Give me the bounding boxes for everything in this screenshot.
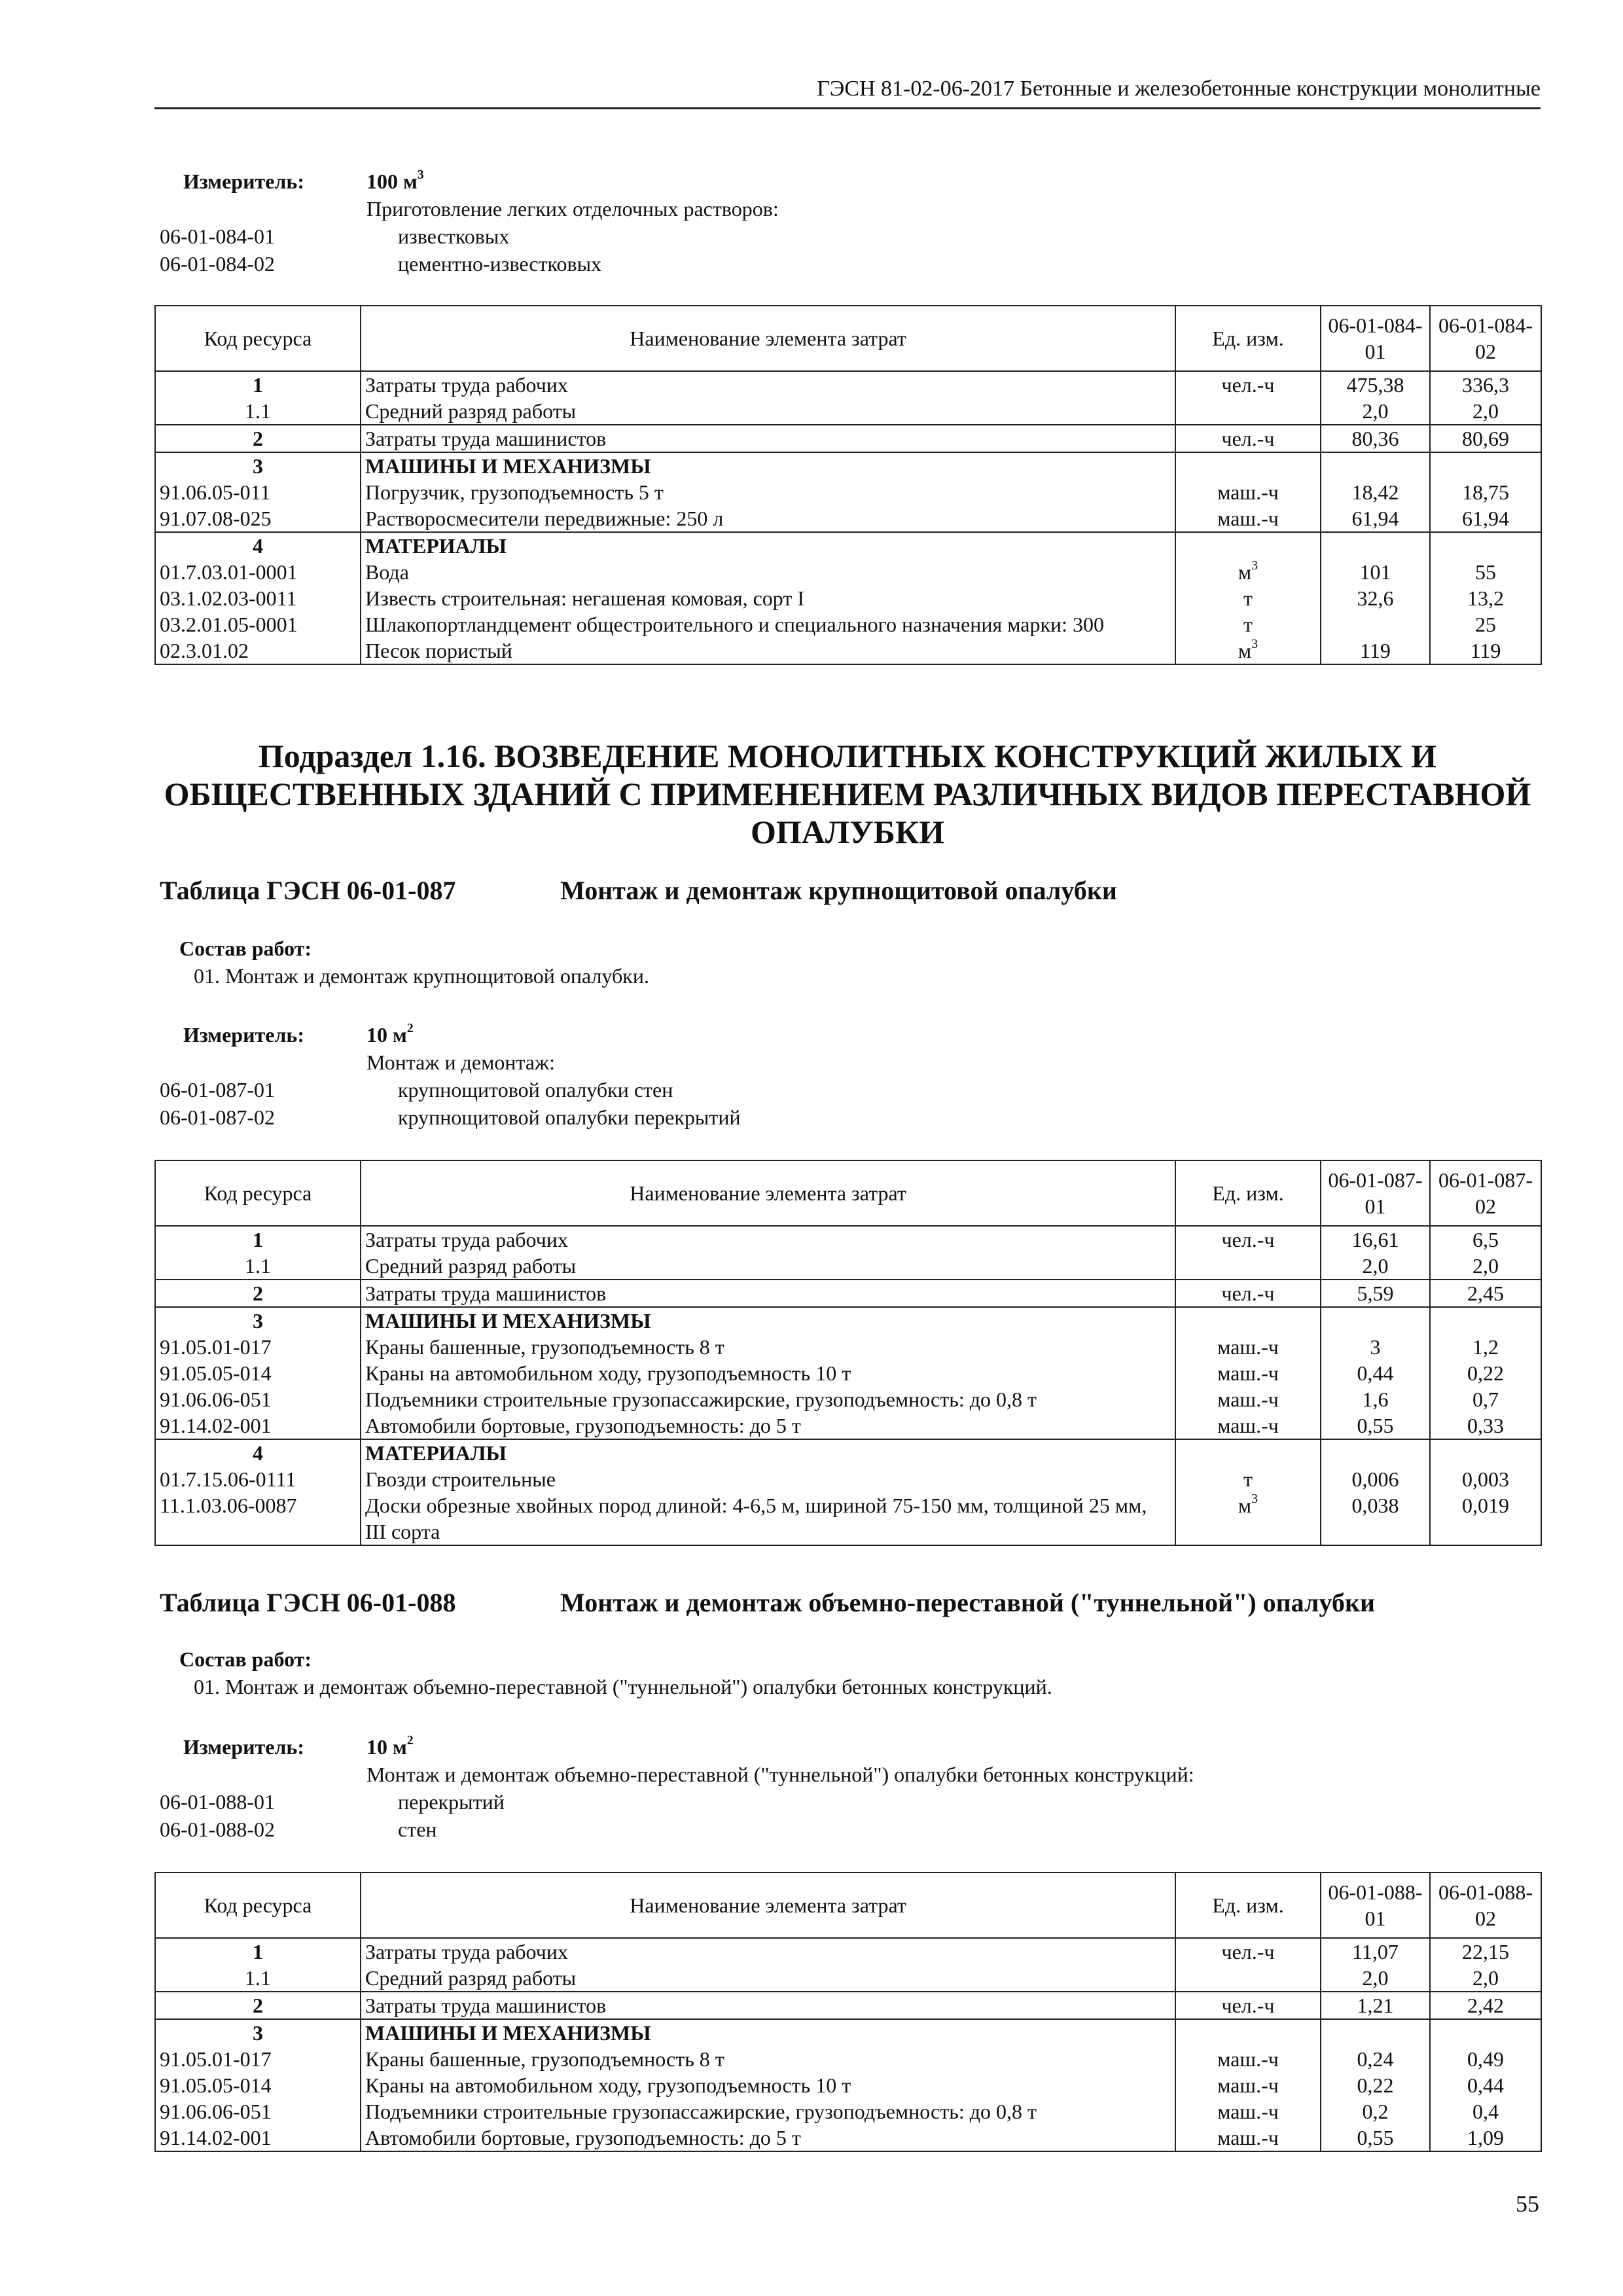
cell-name: Краны на автомобильном ходу, грузоподъемность 10 т [361, 2072, 1175, 2098]
cell-value-1: 11,07 [1321, 1938, 1430, 1965]
item-text: известковых [398, 224, 510, 248]
cell-code: 1 [155, 371, 361, 398]
cell-value-1: 2,0 [1321, 1253, 1430, 1280]
cell-value-2: 13,2 [1430, 585, 1541, 611]
header-unit: Ед. изм. [1175, 1873, 1321, 1938]
cell-value-1: 61,94 [1321, 505, 1430, 532]
cell-value-2 [1430, 1439, 1541, 1466]
cell-code: 01.7.03.01-0001 [155, 559, 361, 585]
cell-code: 1 [155, 1938, 361, 1965]
cell-value-2: 1,2 [1430, 1334, 1541, 1360]
cell-name: МАШИНЫ И МЕХАНИЗМЫ [361, 2019, 1175, 2046]
header-code: Код ресурса [155, 306, 361, 371]
table-row [155, 2019, 1541, 2046]
table-row [155, 1439, 1541, 1466]
cell-value-1 [1321, 1307, 1430, 1334]
table-row [155, 1412, 1541, 1439]
cell-value-1: 101 [1321, 559, 1430, 585]
table-row [155, 1280, 1541, 1307]
cell-name: Затраты труда машинистов [361, 1992, 1175, 2019]
cell-value-1: 3 [1321, 1334, 1430, 1360]
header-col1: 06-01-087-01 [1321, 1160, 1430, 1226]
cell-unit: чел.-ч [1175, 1938, 1321, 1965]
table-number: Таблица ГЭСН 06-01-087 [160, 876, 456, 905]
cell-value-2: 0,49 [1430, 2046, 1541, 2072]
table-row [155, 2072, 1541, 2098]
cell-value-2: 1,09 [1430, 2125, 1541, 2151]
header-col1: 06-01-084-01 [1321, 306, 1430, 371]
measure-label: Измеритель: [183, 170, 304, 193]
cell-code: 91.07.08-025 [155, 505, 361, 532]
cell-name: Затраты труда рабочих [361, 1938, 1175, 1965]
cell-value-2: 6,5 [1430, 1226, 1541, 1253]
cell-unit [1175, 452, 1321, 479]
cell-value-2: 2,45 [1430, 1280, 1541, 1307]
measure-value: 10 $м^2$ [366, 1733, 414, 1759]
cell-unit: $м^3$ [1175, 559, 1321, 585]
cell-value-1: 80,36 [1321, 425, 1430, 452]
item-code: 06-01-087-02 [160, 1105, 275, 1129]
table-row [155, 532, 1541, 559]
cell-name: Средний разряд работы [361, 1965, 1175, 1992]
header-unit: Ед. изм. [1175, 306, 1321, 371]
item-code: 06-01-084-02 [160, 252, 275, 276]
cell-value-2: 18,75 [1430, 479, 1541, 505]
cell-name: МАШИНЫ И МЕХАНИЗМЫ [361, 452, 1175, 479]
cell-unit: $м^3$ [1175, 1492, 1321, 1545]
measure-caption: Монтаж и демонтаж объемно-переставной ("туннельной") опалубки бетонных конструкций: [366, 1763, 1194, 1786]
cell-unit: маш.-ч [1175, 1334, 1321, 1360]
table-row [155, 637, 1541, 664]
works-block [179, 1645, 1488, 1700]
cell-value-2: 0,33 [1430, 1412, 1541, 1439]
cell-unit: чел.-ч [1175, 425, 1321, 452]
cell-value-1: 0,22 [1321, 2072, 1430, 2098]
cell-value-1: 5,59 [1321, 1280, 1430, 1307]
cell-name: Средний разряд работы [361, 398, 1175, 425]
cell-code: 91.05.01-017 [155, 2046, 361, 2072]
header-code: Код ресурса [155, 1160, 361, 1226]
cell-unit: маш.-ч [1175, 2125, 1321, 2151]
cell-code: 03.1.02.03-0011 [155, 585, 361, 611]
cell-value-2: 55 [1430, 559, 1541, 585]
works-label: Состав работ: [179, 937, 312, 960]
cell-unit [1175, 2019, 1321, 2046]
cell-name: МАТЕРИАЛЫ [361, 532, 1175, 559]
cell-name: Краны башенные, грузоподъемность 8 т [361, 2046, 1175, 2072]
item-text: цементно-известковых [398, 252, 602, 276]
table-row [155, 1386, 1541, 1412]
header-name: Наименование элемента затрат [361, 1873, 1175, 1938]
cell-name: Краны на автомобильном ходу, грузоподъемность 10 т [361, 1360, 1175, 1386]
item-text: крупнощитовой опалубки стен [398, 1078, 673, 1102]
cell-value-2: 2,0 [1430, 1253, 1541, 1280]
cell-value-2 [1430, 532, 1541, 559]
item-text: крупнощитовой опалубки перекрытий [398, 1105, 741, 1129]
cell-value-1: 16,61 [1321, 1226, 1430, 1253]
cell-value-2: 0,003 [1430, 1466, 1541, 1492]
cell-code: 3 [155, 2019, 361, 2046]
cell-unit [1175, 1439, 1321, 1466]
table-name: Монтаж и демонтаж объемно-переставной ("туннельной") опалубки [560, 1588, 1376, 1617]
cell-unit: т [1175, 1466, 1321, 1492]
cell-code: 2 [155, 425, 361, 452]
cell-unit: чел.-ч [1175, 1226, 1321, 1253]
measure-label: Измеритель: [183, 1735, 304, 1759]
cell-value-2: 0,019 [1430, 1492, 1541, 1545]
resource-table-084 [154, 305, 1542, 665]
cell-unit: маш.-ч [1175, 1360, 1321, 1386]
resource-table-088 [154, 1872, 1542, 2152]
cell-value-1: 2,0 [1321, 398, 1430, 425]
table-row [155, 2046, 1541, 2072]
measure-value: 100 $м^3$ [366, 168, 424, 193]
cell-value-1 [1321, 1439, 1430, 1466]
table-row [155, 479, 1541, 505]
table-row [155, 1253, 1541, 1280]
cell-unit: маш.-ч [1175, 479, 1321, 505]
cell-value-1: 2,0 [1321, 1965, 1430, 1992]
cell-name: Краны башенные, грузоподъемность 8 т [361, 1334, 1175, 1360]
cell-code: 91.14.02-001 [155, 1412, 361, 1439]
cell-value-2: 2,42 [1430, 1992, 1541, 2019]
cell-code: 4 [155, 1439, 361, 1466]
measure-block [160, 168, 1403, 278]
cell-name: Растворосмесители передвижные: 250 л [361, 505, 1175, 532]
table-row [155, 425, 1541, 452]
cell-code: 91.06.06-051 [155, 2098, 361, 2125]
cell-name: МАШИНЫ И МЕХАНИЗМЫ [361, 1307, 1175, 1334]
cell-value-2: 80,69 [1430, 425, 1541, 452]
cell-code: 4 [155, 532, 361, 559]
table-row [155, 1938, 1541, 1965]
cell-code: 91.05.05-014 [155, 1360, 361, 1386]
subsection-title: Подраздел 1.16. ВОЗВЕДЕНИЕ МОНОЛИТНЫХ КОНСТРУКЦИЙ ЖИЛЫХ И ОБЩЕСТВЕННЫХ ЗДАНИЙ С ПРИМЕНЕНИЕМ РАЗЛИЧНЫХ ВИДОВ ПЕРЕСТАВНОЙ ОПАЛУБКИ [164, 738, 1531, 850]
cell-code: 01.7.15.06-0111 [155, 1466, 361, 1492]
cell-code: 2 [155, 1280, 361, 1307]
measure-label: Измеритель: [183, 1023, 304, 1047]
cell-value-1 [1321, 532, 1430, 559]
cell-value-2: 0,22 [1430, 1360, 1541, 1386]
running-header: ГЭСН 81-02-06-2017 Бетонные и железобетонные конструкции монолитные [154, 71, 1541, 109]
cell-value-2: 336,3 [1430, 371, 1541, 398]
cell-value-2: 119 [1430, 637, 1541, 664]
table-row [155, 1334, 1541, 1360]
cell-value-2 [1430, 2019, 1541, 2046]
cell-value-1: 0,2 [1321, 2098, 1430, 2125]
cell-unit [1175, 1253, 1321, 1280]
cell-code: 11.1.03.06-0087 [155, 1492, 361, 1545]
cell-value-2: 0,44 [1430, 2072, 1541, 2098]
cell-name: Подъемники строительные грузопассажирские, грузоподъемность: до 0,8 т [361, 2098, 1175, 2125]
header-col2: 06-01-088-02 [1430, 1873, 1541, 1938]
works-block [179, 935, 1488, 990]
cell-unit: маш.-ч [1175, 2046, 1321, 2072]
table-row [155, 1965, 1541, 1992]
cell-value-1: 1,6 [1321, 1386, 1430, 1412]
cell-name: Автомобили бортовые, грузоподъемность: до 5 т [361, 2125, 1175, 2151]
cell-unit: чел.-ч [1175, 1280, 1321, 1307]
page-number: 55 [1516, 2191, 1539, 2217]
cell-value-2: 25 [1430, 611, 1541, 637]
cell-value-2: 0,4 [1430, 2098, 1541, 2125]
table-row [155, 371, 1541, 398]
cell-code: 1.1 [155, 1253, 361, 1280]
item-code: 06-01-088-01 [160, 1790, 275, 1814]
header-col2: 06-01-087-02 [1430, 1160, 1541, 1226]
cell-unit: маш.-ч [1175, 505, 1321, 532]
works-label: Состав работ: [179, 1647, 312, 1671]
cell-value-1: 18,42 [1321, 479, 1430, 505]
cell-code: 91.14.02-001 [155, 2125, 361, 2151]
cell-name: Автомобили бортовые, грузоподъемность: до 5 т [361, 1412, 1175, 1439]
table-row [155, 611, 1541, 637]
works-text: 01. Монтаж и демонтаж объемно-переставной ("туннельной") опалубки бетонных конструкций. [194, 1675, 1052, 1698]
cell-name: Подъемники строительные грузопассажирские, грузоподъемность: до 0,8 т [361, 1386, 1175, 1412]
item-text: стен [398, 1818, 437, 1841]
cell-unit: маш.-ч [1175, 1386, 1321, 1412]
item-code: 06-01-084-01 [160, 224, 275, 248]
cell-value-2: 0,7 [1430, 1386, 1541, 1412]
cell-code: 1.1 [155, 398, 361, 425]
cell-name: Затраты труда рабочих [361, 371, 1175, 398]
cell-name: Доски обрезные хвойных пород длиной: 4-6,5 м, шириной 75-150 мм, толщиной 25 мм, III сорта [361, 1492, 1175, 1545]
cell-name: Погрузчик, грузоподъемность 5 т [361, 479, 1175, 505]
cell-name: Затраты труда машинистов [361, 425, 1175, 452]
cell-value-1: 0,006 [1321, 1466, 1430, 1492]
cell-unit: маш.-ч [1175, 1412, 1321, 1439]
cell-code: 3 [155, 452, 361, 479]
table-row [155, 1492, 1541, 1545]
item-code: 06-01-087-01 [160, 1078, 275, 1102]
cell-value-1: 1,21 [1321, 1992, 1430, 2019]
cell-name: Затраты труда рабочих [361, 1226, 1175, 1253]
measure-caption: Монтаж и демонтаж: [366, 1050, 556, 1074]
cell-value-2: 61,94 [1430, 505, 1541, 532]
cell-code: 03.2.01.05-0001 [155, 611, 361, 637]
cell-value-1: 475,38 [1321, 371, 1430, 398]
header-code: Код ресурса [155, 1873, 361, 1938]
table-row [155, 2098, 1541, 2125]
cell-name: Гвозди строительные [361, 1466, 1175, 1492]
cell-name: Вода [361, 559, 1175, 585]
cell-name: Шлакопортландцемент общестроительного и специального назначения марки: 300 [361, 611, 1175, 637]
cell-value-2: 22,15 [1430, 1938, 1541, 1965]
cell-unit [1175, 1307, 1321, 1334]
cell-value-1: 119 [1321, 637, 1430, 664]
cell-value-1: 0,44 [1321, 1360, 1430, 1386]
cell-code: 1 [155, 1226, 361, 1253]
cell-unit: т [1175, 585, 1321, 611]
cell-value-1: 0,55 [1321, 2125, 1430, 2151]
table-row [155, 585, 1541, 611]
cell-value-1: 0,038 [1321, 1492, 1430, 1545]
cell-value-2 [1430, 452, 1541, 479]
resource-table-087 [154, 1160, 1542, 1546]
table-row [155, 505, 1541, 532]
cell-unit: т [1175, 611, 1321, 637]
table-row [155, 452, 1541, 479]
cell-value-1 [1321, 452, 1430, 479]
table-row [155, 1360, 1541, 1386]
table-row [155, 1466, 1541, 1492]
cell-value-2: 2,0 [1430, 398, 1541, 425]
table-row [155, 559, 1541, 585]
cell-unit [1175, 1965, 1321, 1992]
cell-code: 2 [155, 1992, 361, 2019]
cell-unit [1175, 532, 1321, 559]
cell-value-1: 0,24 [1321, 2046, 1430, 2072]
cell-code: 91.06.06-051 [155, 1386, 361, 1412]
cell-code: 02.3.01.02 [155, 637, 361, 664]
table-row [155, 2125, 1541, 2151]
cell-name: Известь строительная: негашеная комовая, сорт I [361, 585, 1175, 611]
cell-code: 91.06.05-011 [155, 479, 361, 505]
works-text: 01. Монтаж и демонтаж крупнощитовой опалубки. [194, 964, 649, 988]
header-col2: 06-01-084-02 [1430, 306, 1541, 371]
cell-unit: маш.-ч [1175, 2072, 1321, 2098]
cell-name: Средний разряд работы [361, 1253, 1175, 1280]
header-name: Наименование элемента затрат [361, 1160, 1175, 1226]
item-code: 06-01-088-02 [160, 1818, 275, 1841]
table-number: Таблица ГЭСН 06-01-088 [160, 1588, 456, 1617]
measure-block [160, 1021, 1403, 1131]
cell-unit: $м^3$ [1175, 637, 1321, 664]
cell-code: 91.05.05-014 [155, 2072, 361, 2098]
measure-block [160, 1733, 1469, 1843]
table-row [155, 1992, 1541, 2019]
measure-value: 10 $м^2$ [366, 1021, 414, 1047]
header-col1: 06-01-088-01 [1321, 1873, 1430, 1938]
cell-unit: чел.-ч [1175, 371, 1321, 398]
cell-unit: маш.-ч [1175, 2098, 1321, 2125]
cell-code: 1.1 [155, 1965, 361, 1992]
cell-value-1 [1321, 611, 1430, 637]
cell-value-2: 2,0 [1430, 1965, 1541, 1992]
cell-code: 3 [155, 1307, 361, 1334]
cell-name: Затраты труда машинистов [361, 1280, 1175, 1307]
measure-caption: Приготовление легких отделочных растворов: [366, 197, 779, 221]
table-row [155, 1307, 1541, 1334]
cell-name: МАТЕРИАЛЫ [361, 1439, 1175, 1466]
cell-unit: чел.-ч [1175, 1992, 1321, 2019]
cell-value-1: 0,55 [1321, 1412, 1430, 1439]
table-name: Монтаж и демонтаж крупнощитовой опалубки [560, 876, 1117, 905]
cell-value-1: 32,6 [1321, 585, 1430, 611]
cell-value-2 [1430, 1307, 1541, 1334]
cell-name: Песок пористый [361, 637, 1175, 664]
item-text: перекрытий [398, 1790, 505, 1814]
cell-value-1 [1321, 2019, 1430, 2046]
cell-code: 91.05.01-017 [155, 1334, 361, 1360]
cell-unit [1175, 398, 1321, 425]
header-unit: Ед. изм. [1175, 1160, 1321, 1226]
table-row [155, 1226, 1541, 1253]
header-name: Наименование элемента затрат [361, 306, 1175, 371]
table-row [155, 398, 1541, 425]
